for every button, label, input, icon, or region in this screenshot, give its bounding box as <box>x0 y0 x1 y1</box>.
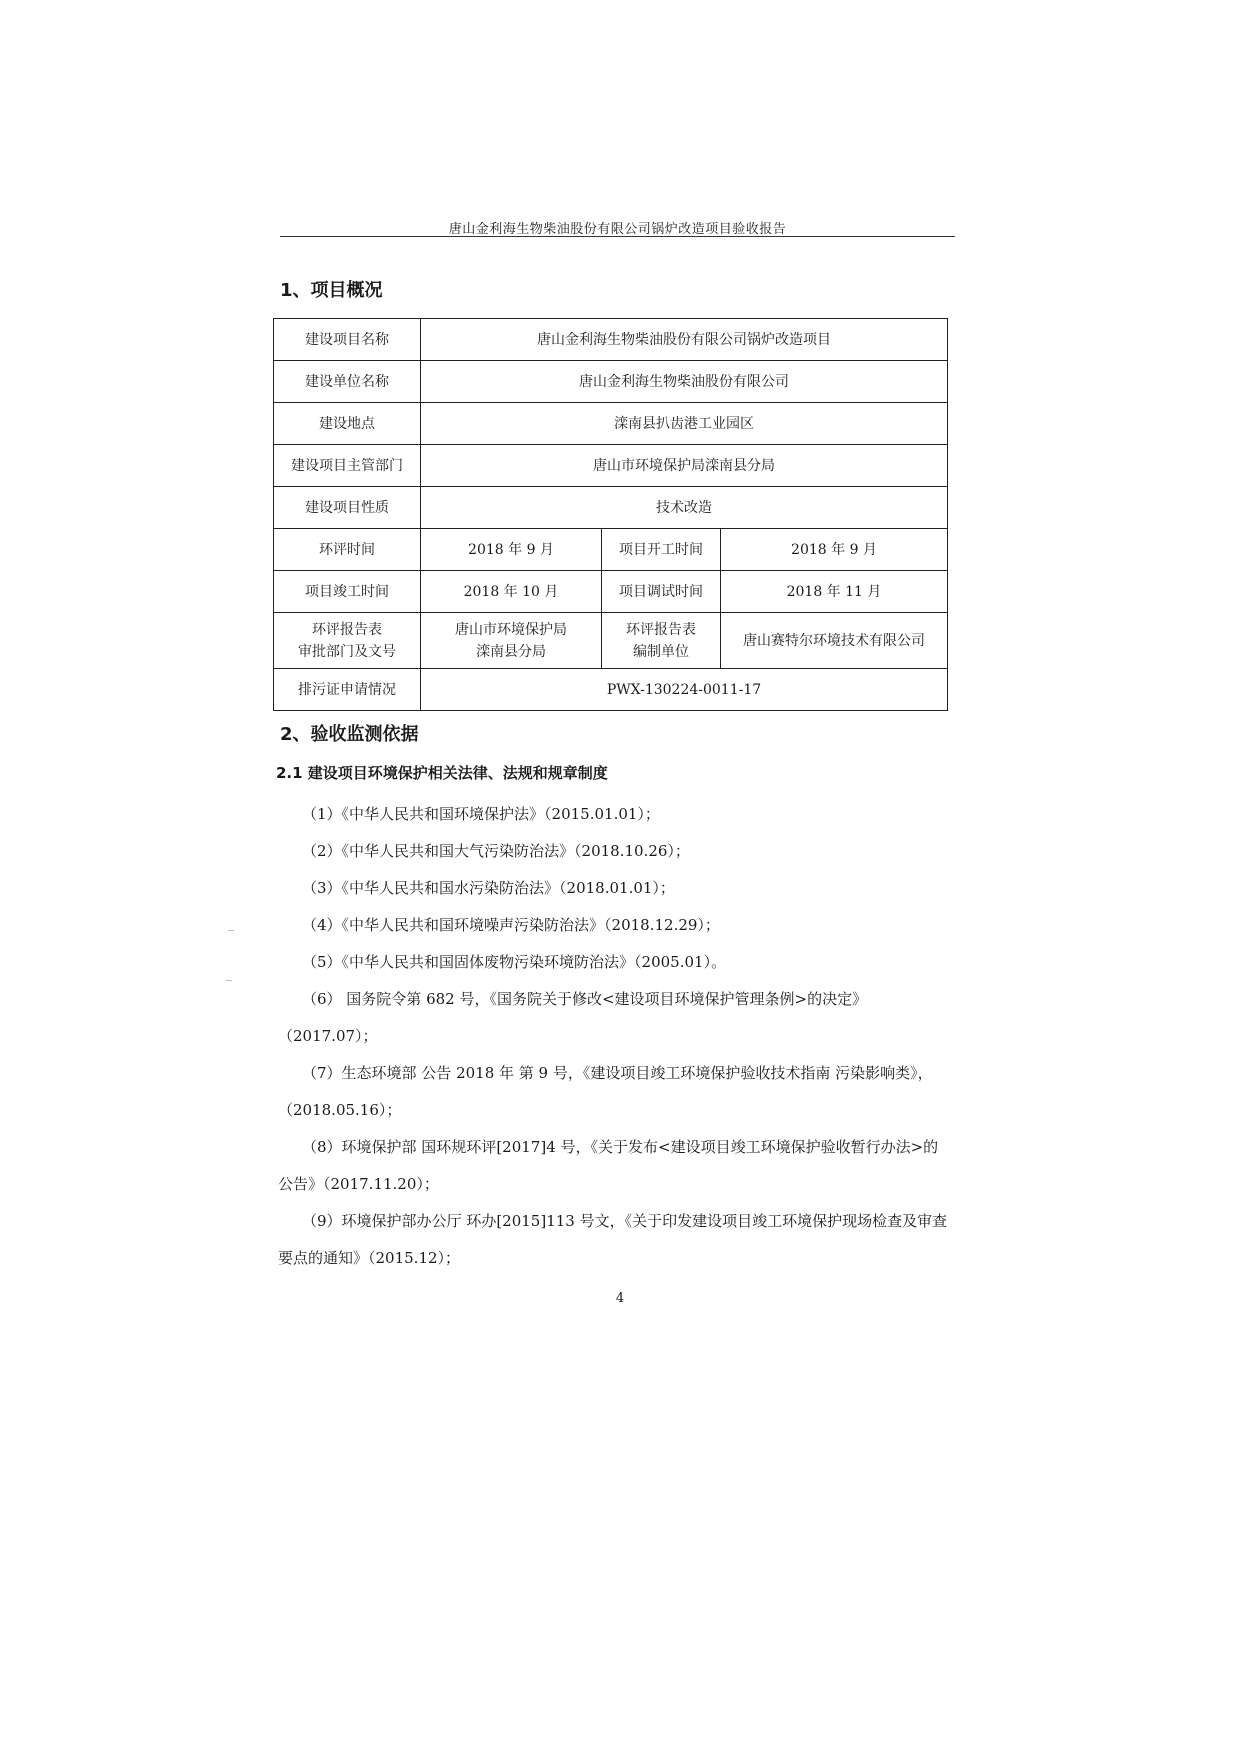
cell-line: 环评报告表 <box>626 621 696 638</box>
reference-list <box>278 796 950 1277</box>
table-row <box>274 403 948 445</box>
table-cell-value: 2018 年 11 月 <box>721 571 948 613</box>
table-cell-label: 建设项目名称 <box>274 319 421 361</box>
reference-item: （9）环境保护部办公厅 环办[2015]113 号文，《关于印发建设项目竣工环境保护现场检查及审查要点的通知》（2015.12）； <box>278 1212 948 1267</box>
header-rule <box>280 236 955 237</box>
running-header: 唐山金利海生物柴油股份有限公司锅炉改造项目验收报告 <box>448 222 787 237</box>
table-cell-value: 2018 年 10 月 <box>421 571 602 613</box>
reference-item: （2）《中华人民共和国大气污染防治法》（2018.10.26）； <box>302 842 690 860</box>
reference-item: （6） 国务院令第 682 号，《国务院关于修改<建设项目环境保护管理条例>的决定》（2017.07）； <box>278 990 868 1045</box>
section-2-1-heading: 2.1 建设项目环境保护相关法律、法规和规章制度 <box>276 764 608 782</box>
table-row <box>274 319 948 361</box>
table-row <box>274 487 948 529</box>
table-cell-value: 唐山市环境保护局滦南县分局 <box>421 445 948 487</box>
project-overview-table <box>273 318 948 711</box>
table-cell-value: 唐山金利海生物柴油股份有限公司锅炉改造项目 <box>421 319 948 361</box>
reference-item: （4）《中华人民共和国环境噪声污染防治法》（2018.12.29）； <box>302 916 720 934</box>
section-2-heading: 2、验收监测依据 <box>280 724 419 745</box>
scan-speck <box>226 980 232 981</box>
table-row <box>274 669 948 711</box>
reference-item: （1）《中华人民共和国环境保护法》（2015.01.01）； <box>302 805 660 823</box>
table-cell-label: 排污证申请情况 <box>274 669 421 711</box>
cell-line: 编制单位 <box>633 643 689 660</box>
table-cell-label: 项目调试时间 <box>602 571 721 613</box>
reference-item: （3）《中华人民共和国水污染防治法》（2018.01.01）； <box>302 879 675 897</box>
table-cell-value: PWX-130224-0011-17 <box>421 669 948 711</box>
table-cell-label: 建设地点 <box>274 403 421 445</box>
table-row <box>274 529 948 571</box>
table-cell-value: 技术改造 <box>421 487 948 529</box>
table-cell-value: 2018 年 9 月 <box>421 529 602 571</box>
table-cell-label: 项目竣工时间 <box>274 571 421 613</box>
table-row <box>274 613 948 669</box>
reference-item: （8）环境保护部 国环规环评[2017]4 号，《关于发布<建设项目竣工环境保护验收暂行办法>的公告》（2017.11.20）； <box>278 1138 939 1193</box>
section-1-heading: 1、项目概况 <box>280 280 383 301</box>
scan-speck <box>228 930 234 931</box>
table-row <box>274 445 948 487</box>
table-cell-label: 建设单位名称 <box>274 361 421 403</box>
cell-line: 审批部门及文号 <box>298 643 396 660</box>
table-row <box>274 571 948 613</box>
table-row <box>274 361 948 403</box>
cell-line: 唐山市环境保护局 <box>455 621 567 638</box>
reference-item: （7）生态环境部 公告 2018 年 第 9 号，《建设项目竣工环境保护验收技术指南 污染影响类》，（2018.05.16）； <box>278 1064 933 1119</box>
table-cell-value: 唐山赛特尔环境技术有限公司 <box>721 613 948 669</box>
table-cell-label: 项目开工时间 <box>602 529 721 571</box>
table-cell-value <box>421 613 602 669</box>
page-number: 4 <box>615 1291 625 1306</box>
table-cell-value: 滦南县扒齿港工业园区 <box>421 403 948 445</box>
reference-item: （5）《中华人民共和国固体废物污染环境防治法》（2005.01）。 <box>302 953 727 971</box>
cell-line: 滦南县分局 <box>476 643 546 660</box>
table-cell-label <box>602 613 721 669</box>
table-cell-value: 唐山金利海生物柴油股份有限公司 <box>421 361 948 403</box>
cell-line: 环评报告表 <box>312 621 382 638</box>
table-cell-label: 环评时间 <box>274 529 421 571</box>
table-cell-label <box>274 613 421 669</box>
table-cell-value: 2018 年 9 月 <box>721 529 948 571</box>
table-cell-label: 建设项目性质 <box>274 487 421 529</box>
table-cell-label: 建设项目主管部门 <box>274 445 421 487</box>
